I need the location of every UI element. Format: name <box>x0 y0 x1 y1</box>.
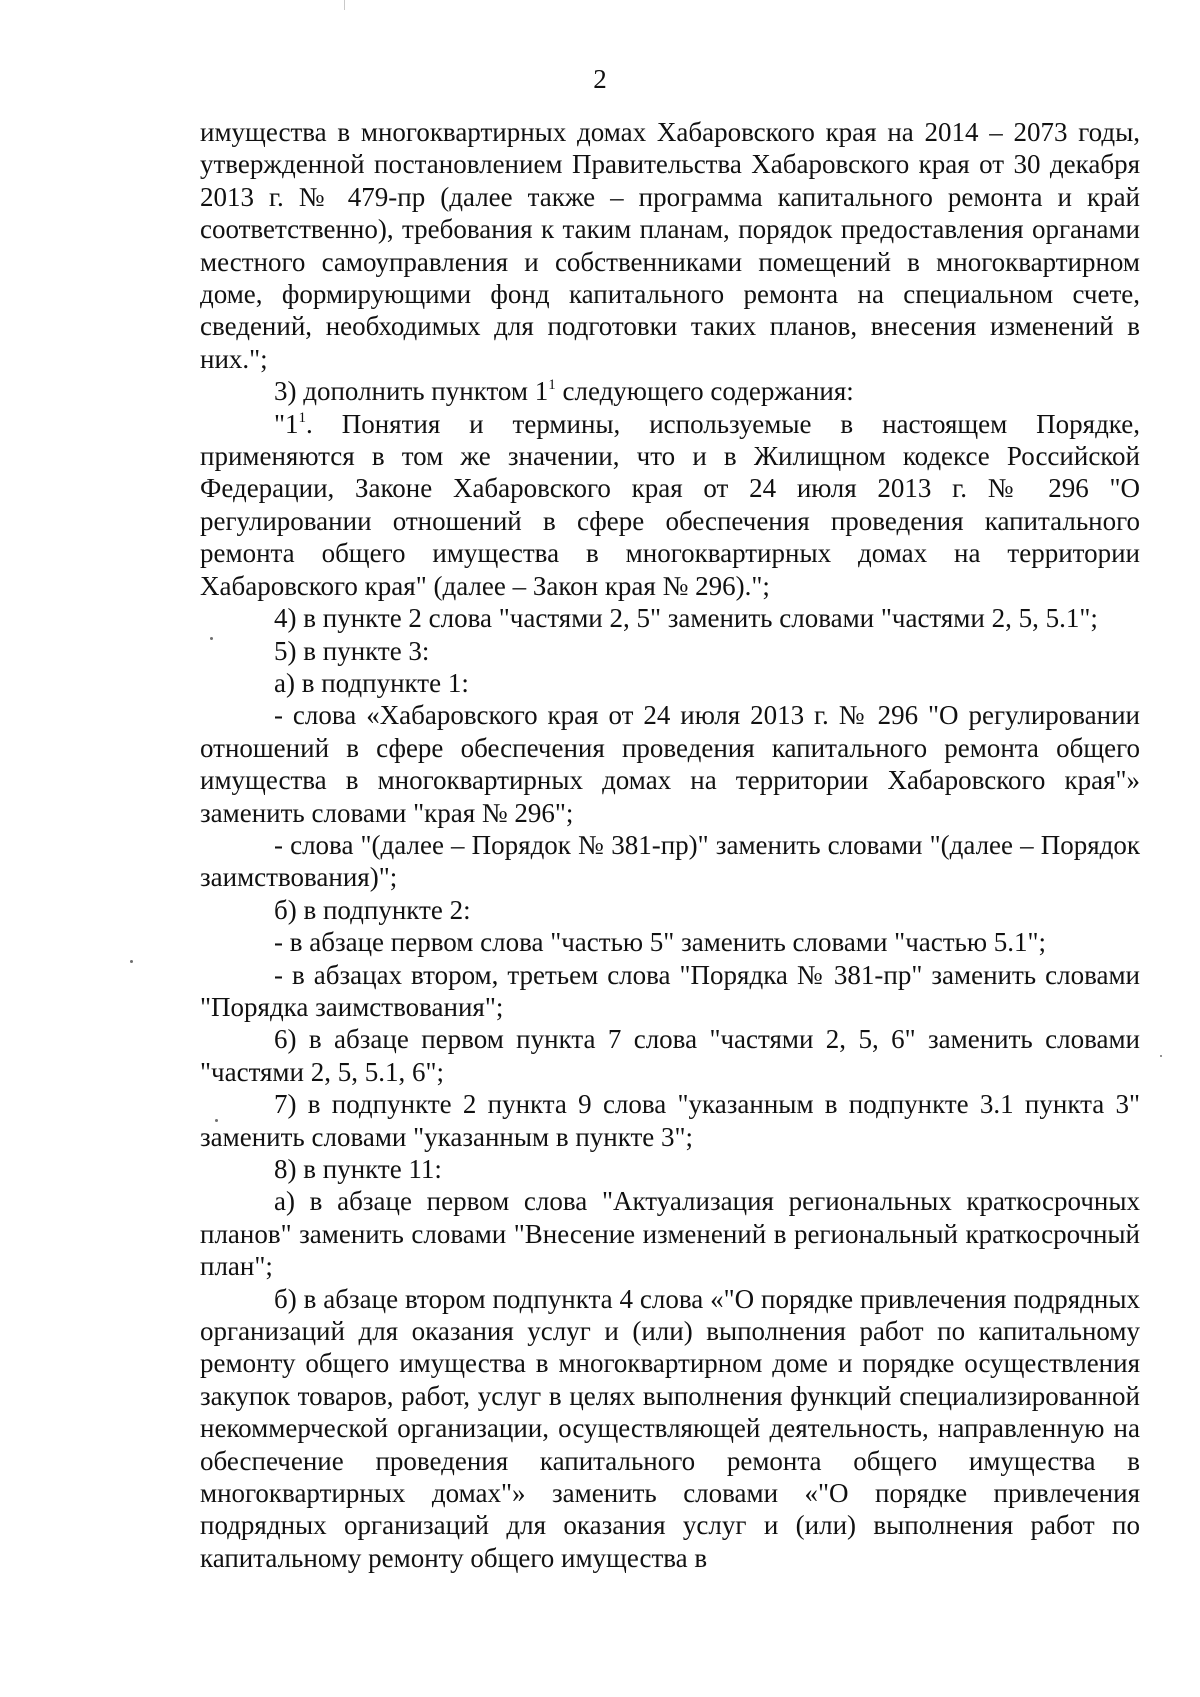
paragraph-text: - слова "(далее – Порядок № 381-пр)" заменить словами "(далее – Порядок заимствования)"; <box>200 829 1140 893</box>
paragraph-text: имущества в многоквартирных домах Хабаровского края на 2014 – 2073 годы, утвержденной постановлением Правительства Хабаровского края от 30 декабря 2013 г. № 479-пр (далее также – программа капитального ремонта и край соответственно), требования к таким планам, порядок предоставления органами местного самоуправления и собственниками помещений в многоквартирном доме, формирующими фонд капитального ремонта на специальном счете, сведений, необходимых для подготовки таких планов, внесения изменений в них."; <box>200 117 1140 374</box>
paragraph-text: б) в подпункте 2: <box>274 894 471 925</box>
paragraph-text: "1 <box>274 408 299 439</box>
paragraph-text: а) в подпункте 1: <box>274 667 469 698</box>
paragraph-text: б) в абзаце втором подпункта 4 слова «"О порядке привлечения подрядных организаций для оказания услуг и (или) выполнения работ по капитальному ремонту общего имущества в многоквартирном доме и порядке осуществления закупок товаров, работ, услуг в целях выполнения функций специализированной некоммерческой организации, осуществляющей деятельность, направленную на обеспечение проведения капитального ремонта общего имущества в многоквартирных домах"» заменить словами «"О порядке привлечения подрядных организаций для оказания услуг и (или) выполнения работ по капитальному ремонту общего имущества в <box>200 1283 1140 1573</box>
superscript: 1 <box>548 377 556 394</box>
document-body <box>200 116 1140 1574</box>
paragraph-subitem-a <box>200 667 1140 699</box>
paragraph-item-7 <box>200 1088 1140 1153</box>
superscript: 1 <box>298 409 307 426</box>
paragraph-text: - в абзацах втором, третьем слова "Порядка № 381-пр" заменить словами "Порядка заимствования"; <box>200 959 1140 1022</box>
paragraph-text: - слова «Хабаровского края от 24 июля 2013 г. № 296 "О регулировании отношений в сфере обеспечения проведения капитального ремонта общего имущества в многоквартирных домах на территории Хабаровского края"» заменить словами "края № 296"; <box>200 700 1140 828</box>
paragraph-dash-3 <box>200 926 1140 958</box>
paragraph-dash-1 <box>200 699 1140 829</box>
paragraph-item-5 <box>200 635 1140 667</box>
paragraph-dash-2 <box>200 829 1140 894</box>
paragraph-item-8 <box>200 1153 1140 1185</box>
paragraph-text: а) в абзаце первом слова "Актуализация региональных краткосрочных планов" заменить словами "Внесение изменений в региональный краткосрочный план"; <box>200 1186 1140 1282</box>
paragraph-item-6 <box>200 1023 1140 1088</box>
paragraph-text: . Понятия и термины, используемые в настоящем Порядке, применяются в том же значении, что и в Жилищном кодексе Российской Федерации, Законе Хабаровского края от 24 июля 2013 г. № 296 "О регулировании отношений в сфере обеспечения проведения капитального ремонта общего имущества в многоквартирных домах на территории Хабаровского края" (далее – Закон края № 296)."; <box>200 408 1140 601</box>
paragraph-text: 7) в подпункте 2 пункта 9 слова "указанным в подпункте 3.1 пункта 3" заменить словами "указанным в пункте 3"; <box>200 1089 1140 1152</box>
paragraph-text: следующего содержания: <box>555 376 854 407</box>
scan-speck <box>130 960 133 963</box>
paragraph-text: - в абзаце первом слова "частью 5" заменить словами "частью 5.1"; <box>274 927 1047 958</box>
paragraph-subitem-a-2 <box>200 1185 1140 1282</box>
paragraph-text: 4) в пункте 2 слова "частями 2, 5" заменить словами "частями 2, 5, 5.1"; <box>274 603 1098 634</box>
scan-speck <box>1160 1055 1162 1057</box>
paragraph-subitem-b <box>200 894 1140 926</box>
paragraph-item-1-1 <box>200 408 1140 602</box>
paragraph-subitem-b-2 <box>200 1283 1140 1575</box>
paragraph-item-4 <box>200 602 1140 634</box>
paragraph-text: 5) в пункте 3: <box>274 635 430 666</box>
page-number: 2 <box>593 64 607 94</box>
paragraph-continuation <box>200 116 1140 375</box>
paragraph-dash-4 <box>200 959 1140 1024</box>
scan-artifact-line <box>344 0 345 10</box>
paragraph-text: 6) в абзаце первом пункта 7 слова "частями 2, 5, 6" заменить словами "частями 2, 5, 5.1, 6"; <box>200 1024 1140 1087</box>
paragraph-item-3 <box>200 375 1140 407</box>
paragraph-text: 8) в пункте 11: <box>274 1154 442 1184</box>
paragraph-text: 3) дополнить пунктом 1 <box>274 376 549 407</box>
